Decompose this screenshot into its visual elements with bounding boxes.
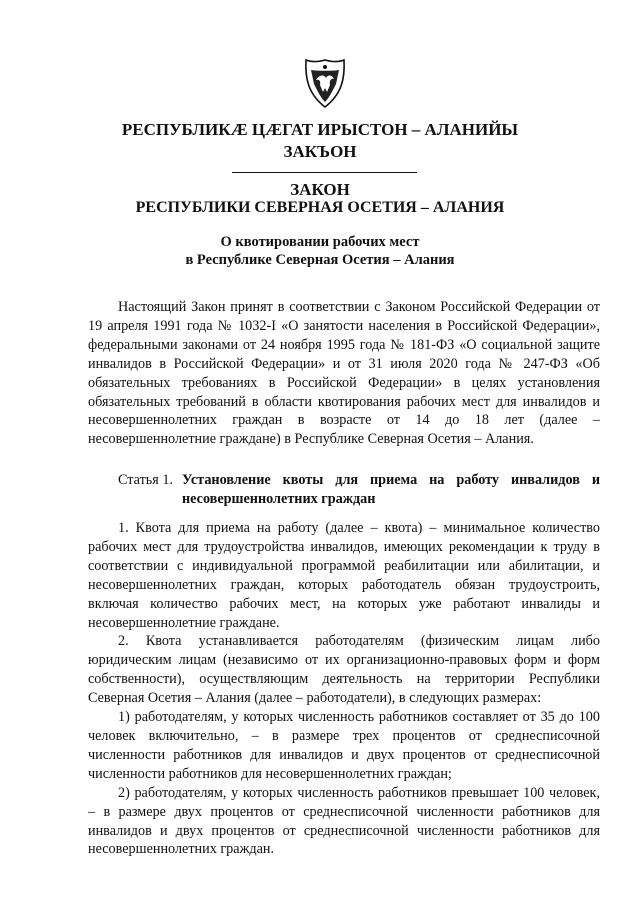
header-divider xyxy=(232,172,417,173)
native-republic-title: РЕСПУБЛИКӔ ЦӔГАТ ИРЫСТОН – АЛАНИЙЫ xyxy=(121,120,519,139)
article-title: Установление квоты для приема на работу инвалидов и несовершеннолетних граждан xyxy=(182,472,600,507)
article-paragraph: 1) работодателям, у которых численность работников составляет от 35 до 100 человек включительно, – в размере трех процентов от среднесписочной численности работников для инвалидов и двух процентов от среднесписочной численности работников для несовершеннолетних граждан; xyxy=(88,709,600,782)
article-paragraph: 1. Квота для приема на работу (далее – квота) – минимальное количество рабочих мест для трудоустройства инвалидов, имеющих рекомендации к труду в соответствии с индивидуальной программой реабилитации или абилитации, и несовершеннолетних граждан, которых работодатель обязан трудоустроить, включая количество рабочих мест, на которых уже работают инвалиды и несовершеннолетние граждане. xyxy=(88,520,600,631)
article-paragraph: 2) работодателям, у которых численность работников превышает 100 человек, – в размере двух процентов от среднесписочной численности работников для инвалидов и двух процентов от среднесписочной численности работников для несовершеннолетних граждан. xyxy=(88,784,600,858)
intro-section xyxy=(88,298,600,449)
law-title-line-1: О квотировании рабочих мест xyxy=(220,234,420,250)
native-law-heading: ЗАКЪОН xyxy=(283,142,357,161)
law-title-line-2: в Республике Северная Осетия – Алания xyxy=(185,252,455,268)
intro-paragraph: Настоящий Закон принят в соответствии с Законом Российской Федерации от 19 апреля 1991 года № 1032-I «О занятости населения в Российской Федерации», федеральными законами от 24 ноября 1995 года № 181-ФЗ «О социальной защите инвалидов в Российской Федерации» и от 31 июля 2020 года № 247-ФЗ «Об обязательных требованиях в Российской Федерации» в целях установления обязательных требований в области квотирования рабочих мест для инвалидов и несовершеннолетних граждан в возрасте от 14 до 18 лет (далее – несовершеннолетние граждане) в Республике Северная Осетия – Алания. xyxy=(88,299,600,448)
article-number: Статья 1. xyxy=(118,472,173,488)
article-paragraph: 2. Квота устанавливается работодателям (физическим лицам либо юридическим лицам (независимо от их организационно-правовых форм и форм собственности), осуществляющим деятельность на территории Республики Северная Осетия – Алания (далее – работодатели), в следующих размерах: xyxy=(88,633,600,707)
law-heading: ЗАКОН xyxy=(290,180,350,199)
article-1-heading xyxy=(118,471,600,509)
article-1-body xyxy=(88,519,600,859)
republic-title: РЕСПУБЛИКИ СЕВЕРНАЯ ОСЕТИЯ – АЛАНИЯ xyxy=(135,199,505,216)
republic-emblem-icon xyxy=(302,58,348,110)
